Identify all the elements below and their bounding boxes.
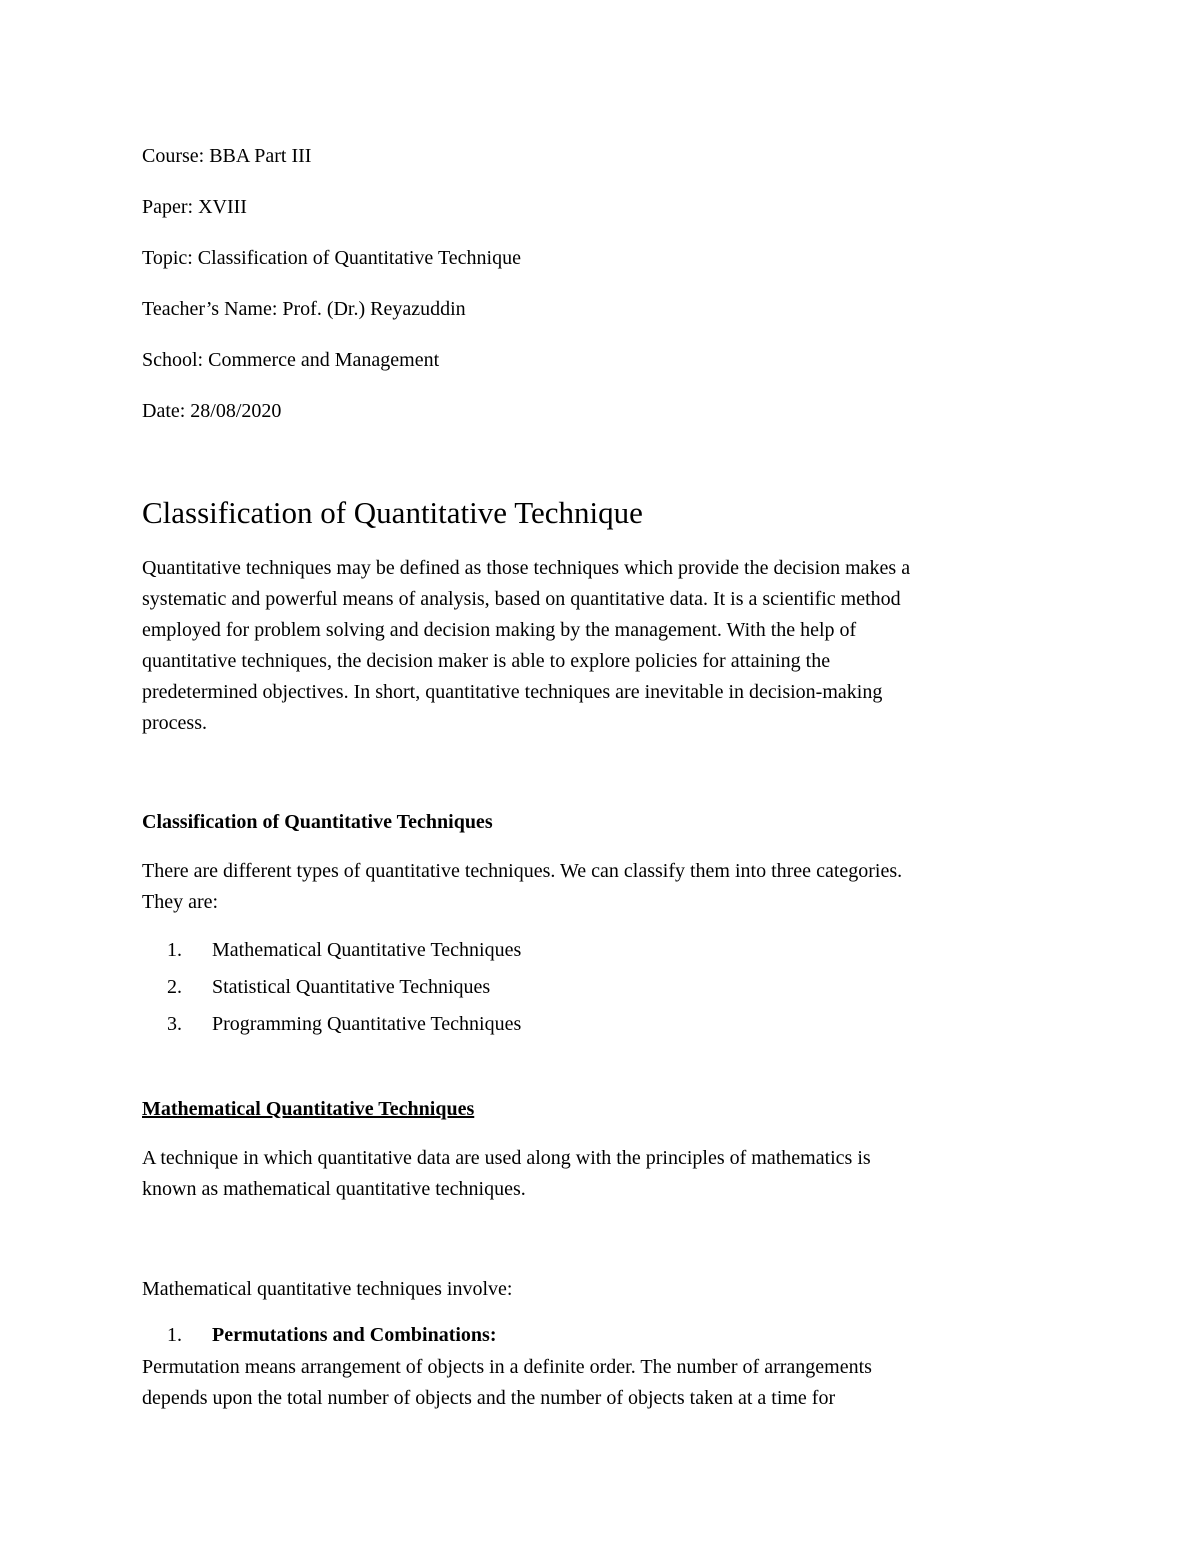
classification-line: They are: [142, 891, 219, 913]
list-item-number: 1. [167, 939, 182, 961]
classification-paragraph [142, 856, 1062, 918]
intro-line: Quantitative techniques may be defined as those techniques which provide the decision makes a [142, 557, 911, 579]
mathematical-line: known as mathematical quantitative techniques. [142, 1178, 526, 1200]
paper-line: Paper: XVIII [142, 196, 247, 218]
mathematical-paragraph [142, 1143, 1062, 1205]
sub-list-item-number: 1. [167, 1324, 182, 1346]
intro-line: quantitative techniques, the decision maker is able to explore policies for attaining the [142, 650, 831, 672]
intro-line: predetermined objectives. In short, quantitative techniques are inevitable in decision-making [142, 681, 883, 703]
list-item-text: Mathematical Quantitative Techniques [212, 939, 522, 961]
intro-line: systematic and powerful means of analysis, based on quantitative data. It is a scientific method [142, 588, 901, 610]
involve-intro: Mathematical quantitative techniques involve: [142, 1278, 513, 1300]
intro-line: process. [142, 712, 207, 734]
classification-heading: Classification of Quantitative Techniques [142, 811, 493, 833]
topic-line: Topic: Classification of Quantitative Technique [142, 247, 521, 269]
list-item-text: Statistical Quantitative Techniques [212, 976, 491, 998]
intro-line: employed for problem solving and decision making by the management. With the help of [142, 619, 857, 641]
permutation-line: Permutation means arrangement of objects in a definite order. The number of arrangements [142, 1356, 872, 1378]
school-line: School: Commerce and Management [142, 349, 440, 371]
sub-list-item-text: Permutations and Combinations: [212, 1324, 497, 1346]
teacher-line: Teacher’s Name: Prof. (Dr.) Reyazuddin [142, 298, 466, 320]
list-item-number: 2. [167, 976, 182, 998]
list-item-text: Programming Quantitative Techniques [212, 1013, 522, 1035]
permutation-line: depends upon the total number of objects and the number of objects taken at a time for [142, 1387, 836, 1409]
mathematical-line: A technique in which quantitative data are used along with the principles of mathematics is [142, 1147, 871, 1169]
document-title: Classification of Quantitative Technique [142, 495, 643, 530]
permutation-paragraph [142, 1352, 1062, 1414]
list-item-number: 3. [167, 1013, 182, 1035]
classification-line: There are different types of quantitative techniques. We can classify them into three categories. [142, 860, 903, 882]
intro-paragraph [142, 553, 1062, 739]
course-line: Course: BBA Part III [142, 145, 312, 167]
mathematical-heading: Mathematical Quantitative Techniques [142, 1098, 475, 1120]
date-line: Date: 28/08/2020 [142, 400, 282, 422]
